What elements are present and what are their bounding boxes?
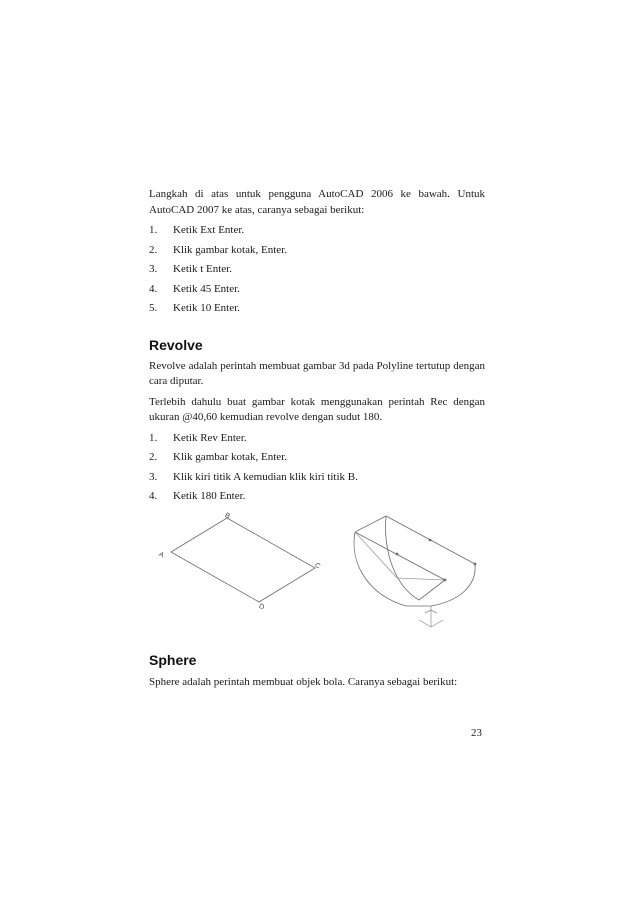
- list-item-number: 3.: [149, 263, 158, 275]
- list-item-text: Ketik t Enter.: [173, 263, 232, 275]
- point-c-label: C: [313, 561, 322, 571]
- revolve-steps-list: [149, 431, 485, 505]
- ucs-icon: [419, 606, 443, 627]
- list-item: [149, 450, 485, 466]
- point-b-label: B: [223, 511, 231, 521]
- list-item-number: 4.: [149, 282, 158, 295]
- list-item-number: 4.: [149, 490, 158, 502]
- list-item-text: Ketik 10 Enter.: [173, 302, 240, 314]
- point-d-label: D: [257, 602, 266, 612]
- list-item-text: Ketik Ext Enter.: [173, 224, 245, 236]
- list-item: [149, 301, 485, 317]
- sphere-heading: Sphere: [149, 652, 197, 668]
- list-item-text: Ketik 180 Enter.: [173, 490, 246, 502]
- sphere-paragraph: Sphere adalah perintah membuat objek bola. Caranya sebagai berikut:: [149, 676, 458, 688]
- revolve-heading: Revolve: [149, 336, 203, 353]
- list-item: [149, 223, 485, 239]
- intro-steps-list: [149, 223, 485, 317]
- revolved-half-cylinder: [354, 516, 475, 606]
- list-item: [149, 470, 485, 486]
- point-a-label: A: [157, 550, 165, 560]
- list-item: [149, 262, 485, 278]
- list-item-text: Klik kiri titik A kemudian klik kiri titik B.: [173, 470, 358, 483]
- revolve-figure: [149, 506, 485, 638]
- list-item-number: 2.: [149, 243, 158, 256]
- list-item-number: 1.: [149, 431, 158, 444]
- list-item-text: Klik gambar kotak, Enter.: [173, 243, 287, 256]
- list-item-text: Ketik Rev Enter.: [173, 431, 247, 444]
- page-number: 23: [471, 727, 482, 739]
- revolve-paragraph-1: Revolve adalah perintah membuat gambar 3d pada Polyline tertutup dengan cara diputar.: [149, 359, 485, 387]
- list-item-text: Ketik 45 Enter.: [173, 282, 240, 295]
- content-column: [149, 187, 485, 509]
- list-item: [149, 282, 485, 298]
- list-item-number: 5.: [149, 302, 158, 314]
- list-item-number: 2.: [149, 451, 158, 463]
- sphere-section: [149, 651, 485, 691]
- list-item-number: 1.: [149, 224, 158, 236]
- intro-paragraph-line1: Langkah di atas untuk pengguna AutoCAD 2006 ke bawah. Untuk: [149, 188, 485, 200]
- revolve-illustration: [149, 506, 485, 638]
- rectangle-abcd: [171, 518, 315, 602]
- list-item: [149, 243, 485, 259]
- list-item-text: Klik gambar kotak, Enter.: [173, 451, 287, 463]
- list-item: [149, 489, 485, 505]
- list-item-number: 3.: [149, 470, 158, 483]
- revolve-paragraph-2: Terlebih dahulu buat gambar kotak menggunakan perintah Rec dengan ukuran @40,60 kemudian revolve dengan sudut 180.: [149, 395, 485, 423]
- list-item: [149, 431, 485, 447]
- intro-paragraph-line2: AutoCAD 2007 ke atas, caranya sebagai berikut:: [149, 203, 365, 216]
